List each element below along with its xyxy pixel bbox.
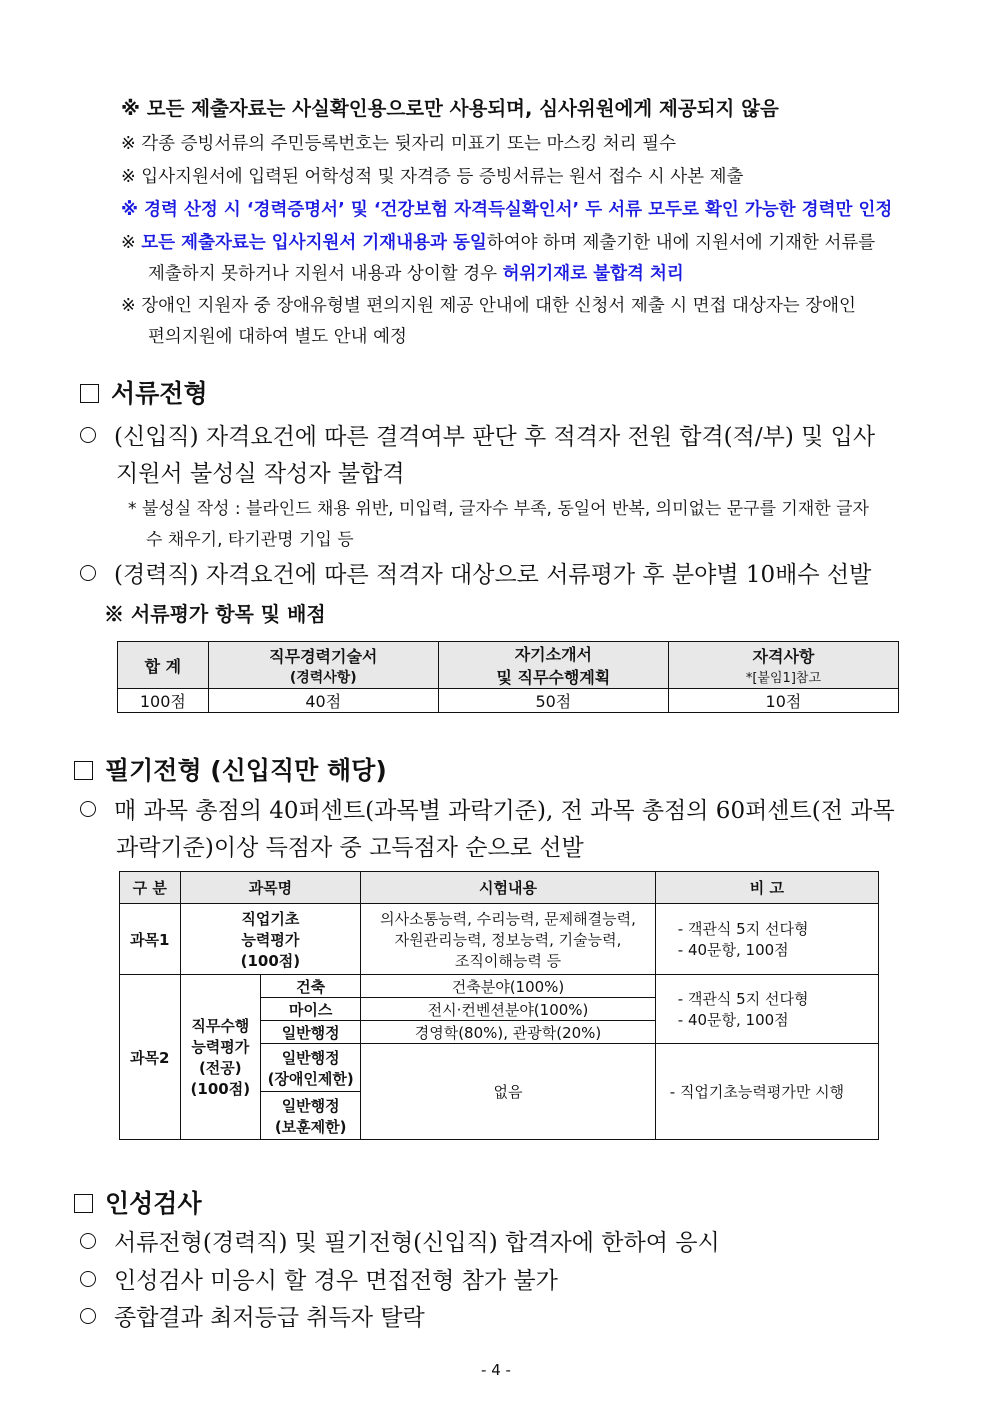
we-th-subject: 과목명	[180, 872, 361, 904]
we-s1-name-c: (100점)	[240, 951, 301, 970]
checkbox-square-icon	[80, 384, 99, 403]
section-personality-title: 인성검사	[105, 1189, 202, 1218]
section-written-exam-title: 필기전형 (신입직만 해당)	[105, 756, 387, 785]
circle-bullet-icon	[80, 565, 96, 581]
doc-th-career-a: 직무경력기술서	[269, 646, 378, 666]
doc-th-career-b: (경력사항)	[289, 669, 357, 686]
we-s2-name-a: 직무수행	[191, 1017, 250, 1035]
page-number: - 4 -	[481, 1361, 511, 1379]
checkbox-square-icon	[74, 1194, 93, 1213]
we-f5-b: (보훈제한)	[274, 1117, 347, 1136]
written-bullet-1-text: 매 과목 총점의 40퍼센트(과목별 과락기준), 전 과목 총점의 60퍼센트(전 과목	[114, 798, 895, 824]
section-personality	[74, 1184, 202, 1220]
note-5-line2a: 제출하지 못하거나 지원서 내용과 상이할 경우	[148, 264, 503, 284]
note-4: ※ 경력 산정 시 ‘경력증명서’ 및 ‘건강보험 자격득실확인서’ 두 서류 모두로 확인 가능한 경력만 인정	[121, 200, 893, 220]
we-s1-label: 과목1	[120, 904, 181, 975]
note-5-line2	[148, 260, 684, 285]
we-f123-remark	[655, 975, 878, 1044]
we-s1-name	[180, 904, 361, 975]
we-s1-content-a: 의사소통능력, 수리능력, 문제해결능력,	[380, 909, 636, 928]
we-f45-content: 없음	[361, 1044, 656, 1140]
note-5-line1	[121, 229, 875, 254]
we-s2-label: 과목2	[120, 975, 181, 1140]
we-f123-remark-b: - 40문항, 100점	[677, 1011, 789, 1029]
we-f1: 건축	[261, 975, 361, 998]
personality-bullet-1	[80, 1224, 720, 1257]
note-5-mark: ※	[121, 233, 136, 253]
doc-bullet-1-text: (신입직) 자격요건에 따른 결격여부 판단 후 적격자 전원 합격(적/부) 및 입사	[114, 424, 876, 450]
doc-bullet-1-line1	[80, 418, 875, 451]
table-row	[120, 975, 879, 998]
we-s2-name-d: (100점)	[190, 1080, 251, 1098]
we-s1-remark-a: - 객관식 5지 선다형	[677, 920, 809, 938]
written-bullet-1-line1	[80, 792, 895, 825]
personality-bullet-3	[80, 1299, 425, 1332]
circle-bullet-icon	[80, 801, 96, 817]
note-5-blue2: 허위기재로 불합격 처리	[502, 264, 684, 284]
doc-th-qual-a: 자격사항	[752, 647, 815, 666]
we-f3-content: 경영학(80%), 관광학(20%)	[361, 1021, 656, 1044]
personality-bullet-2	[80, 1262, 558, 1295]
we-f1-content: 건축분야(100%)	[361, 975, 656, 998]
we-s1-remark	[655, 904, 878, 975]
note-6-line1: ※ 장애인 지원자 중 장애유형별 편의지원 제공 안내에 대한 신청서 제출 시 면접 대상자는 장애인	[121, 296, 856, 316]
personality-bullet-3-text: 종합결과 최저등급 취득자 탈락	[114, 1305, 425, 1331]
we-f3: 일반행정	[261, 1021, 361, 1044]
doc-bullet-1-line2: 지원서 불성실 작성자 불합격	[116, 461, 405, 487]
circle-bullet-icon	[80, 1233, 96, 1249]
doc-th-intro	[438, 642, 668, 689]
note-3: ※ 입사지원서에 입력된 어학성적 및 자격증 등 증빙서류는 원서 접수 시 사본 제출	[121, 167, 744, 187]
doc-th-career	[208, 642, 438, 689]
section-written-exam	[74, 751, 387, 787]
we-th-content: 시험내용	[361, 872, 656, 904]
doc-th-total: 합 계	[118, 642, 209, 689]
we-s2-name-b: 능력평가	[191, 1038, 250, 1056]
doc-note-line2: 수 채우기, 타기관명 기입 등	[146, 530, 354, 550]
section-doc-screening	[80, 374, 208, 410]
we-f45-remark: - 직업기초능력평가만 시행	[655, 1044, 878, 1140]
note-5-rest1: 하여야 하며 제출기한 내에 지원서에 기재한 서류를	[486, 233, 876, 253]
we-s1-content	[361, 904, 656, 975]
doc-bullet-2-text: (경력직) 자격요건에 따른 적격자 대상으로 서류평가 후 분야별 10배수 선발	[114, 562, 872, 588]
personality-bullet-2-text: 인성검사 미응시 할 경우 면접전형 참가 불가	[114, 1268, 558, 1294]
written-exam-table	[119, 871, 879, 1140]
note-5-blue1: 모든 제출자료는 입사지원서 기재내용과 동일	[141, 233, 487, 253]
we-f5-a: 일반행정	[281, 1096, 340, 1115]
we-f4-b: (장애인제한)	[267, 1069, 354, 1088]
circle-bullet-icon	[80, 1271, 96, 1287]
doc-td-qual: 10점	[668, 689, 898, 713]
note-6-line2: 편의지원에 대하여 별도 안내 예정	[148, 327, 407, 347]
we-s2-name-c: (전공)	[198, 1059, 242, 1077]
we-s1-content-b: 자원관리능력, 정보능력, 기술능력,	[394, 930, 622, 949]
circle-bullet-icon	[80, 1308, 96, 1324]
note-2: ※ 각종 증빙서류의 주민등록번호는 뒷자리 미표기 또는 마스킹 처리 필수	[121, 134, 676, 154]
we-s1-name-a: 직업기초	[241, 909, 300, 928]
we-f4-a: 일반행정	[281, 1048, 340, 1067]
written-bullet-1-line2: 과락기준)이상 득점자 중 고득점자 순으로 선발	[116, 835, 584, 861]
doc-th-qual-b: *[붙임1]참고	[745, 671, 822, 686]
section-doc-screening-title: 서류전형	[111, 379, 208, 408]
we-s1-content-c: 조직이해능력 등	[454, 951, 562, 970]
we-f2-content: 전시·컨벤션분야(100%)	[361, 998, 656, 1021]
we-f2: 마이스	[261, 998, 361, 1021]
doc-td-total: 100점	[118, 689, 209, 713]
doc-bullet-2	[80, 556, 871, 589]
table-row	[118, 689, 899, 713]
we-f5	[261, 1092, 361, 1140]
we-th-remark: 비 고	[655, 872, 878, 904]
we-f123-remark-a: - 객관식 5지 선다형	[677, 990, 809, 1008]
checkbox-square-icon	[74, 761, 93, 780]
we-f4	[261, 1044, 361, 1092]
doc-note-line1: * 불성실 작성 : 블라인드 채용 위반, 미입력, 글자수 부족, 동일어 반복, 의미없는 문구를 기재한 글자	[128, 499, 869, 519]
note-1: ※ 모든 제출자료는 사실확인용으로만 사용되며, 심사위원에게 제공되지 않음	[121, 97, 779, 120]
table-row	[120, 904, 879, 975]
personality-bullet-1-text: 서류전형(경력직) 및 필기전형(신입직) 합격자에 한하여 응시	[114, 1230, 720, 1256]
doc-th-intro-a: 자기소개서	[514, 645, 592, 664]
doc-table-title: ※ 서류평가 항목 및 배점	[104, 602, 326, 626]
circle-bullet-icon	[80, 427, 96, 443]
doc-th-qual	[668, 642, 898, 689]
we-s1-name-b: 능력평가	[241, 930, 300, 949]
doc-td-career: 40점	[208, 689, 438, 713]
we-s1-remark-b: - 40문항, 100점	[677, 941, 789, 959]
doc-eval-table	[117, 641, 899, 713]
doc-td-intro: 50점	[438, 689, 668, 713]
doc-th-intro-b: 및 직무수행계획	[496, 668, 611, 687]
we-th-div: 구 분	[120, 872, 181, 904]
we-s2-name	[180, 975, 261, 1140]
